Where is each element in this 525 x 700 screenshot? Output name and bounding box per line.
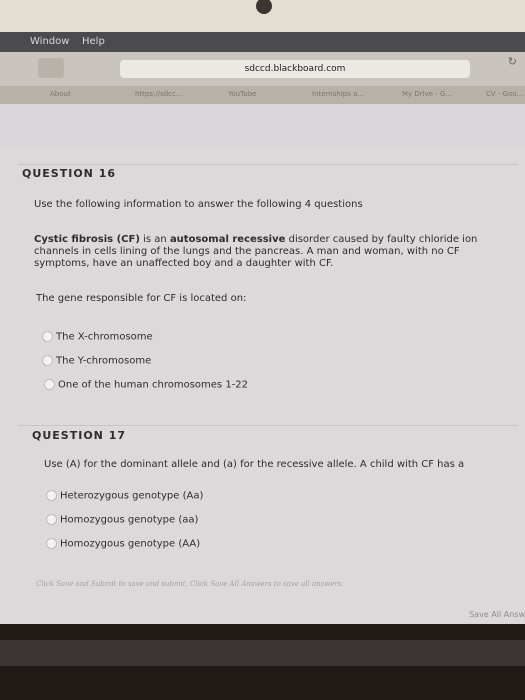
submit-instructions: Click Save and Submit to save and submit. Click Save All Answers to save all answers. (36, 580, 344, 588)
browser-toolbar (0, 52, 525, 86)
option-homozygous-aa[interactable] (46, 514, 198, 526)
bookmark-about[interactable]: About (50, 90, 71, 98)
option-chromosomes-1-22[interactable] (44, 379, 248, 391)
passage-term-cf: Cystic fibrosis (CF) (34, 234, 140, 245)
option-x-chromosome[interactable] (42, 331, 153, 343)
question-16-header: QUESTION 16 (22, 167, 117, 180)
radio-button[interactable] (46, 538, 57, 549)
option-label: Homozygous genotype (aa) (60, 514, 199, 526)
menu-help[interactable]: Help (82, 36, 105, 47)
page-top-strip (0, 104, 525, 146)
radio-button[interactable] (46, 514, 57, 525)
address-bar[interactable]: sdccd.blackboard.com (120, 60, 470, 78)
bookmarks-bar (0, 86, 525, 104)
sidebar-toggle-button[interactable] (38, 58, 64, 78)
option-label: Heterozygous genotype (Aa) (60, 490, 204, 502)
question-17-header: QUESTION 17 (32, 429, 127, 442)
option-label: The Y-chromosome (56, 355, 152, 367)
question-17-text: Use (A) for the dominant allele and (a) for the recessive allele. A child with CF has a (44, 459, 465, 470)
camera (256, 0, 272, 14)
option-y-chromosome[interactable] (42, 355, 151, 367)
option-heterozygous-aa[interactable] (46, 490, 203, 502)
bookmark-cv[interactable]: CV - Goo... (486, 90, 524, 98)
passage-text: disorder caused by faulty chloride ion (285, 234, 478, 245)
bookmark-youtube[interactable]: YouTube (228, 90, 257, 98)
instruction-text: Use the following information to answer the following 4 questions (34, 199, 363, 210)
option-homozygous-AA[interactable] (46, 538, 200, 550)
bookmark-sdcc[interactable]: https://sdcc... (135, 90, 183, 98)
passage-term-autosomal: autosomal recessive (169, 234, 286, 245)
menu-window[interactable]: Window (30, 36, 70, 47)
radio-button[interactable] (42, 331, 53, 342)
passage-text: is an (139, 234, 170, 245)
menubar (0, 32, 525, 52)
divider (18, 164, 518, 165)
option-label: One of the human chromosomes 1-22 (58, 379, 249, 391)
dock (0, 640, 525, 666)
save-all-answers-button[interactable]: Save All Answ (469, 610, 525, 619)
laptop-bezel (0, 0, 525, 32)
passage-line: symptoms, have an unaffected boy and a daughter with CF. (34, 258, 334, 269)
bookmark-mydrive[interactable]: My Drive - G... (402, 90, 453, 98)
radio-button[interactable] (46, 490, 57, 501)
question-16-text: The gene responsible for CF is located on: (36, 293, 247, 304)
reload-icon[interactable]: ↻ (507, 55, 517, 68)
passage (34, 234, 524, 270)
option-label: The X-chromosome (56, 331, 153, 343)
radio-button[interactable] (42, 355, 53, 366)
divider (18, 425, 518, 426)
passage-line: channels in cells lining of the lungs and the pancreas. A man and woman, with no CF (34, 246, 460, 257)
bookmark-internships[interactable]: Internships a... (312, 90, 365, 98)
radio-button[interactable] (44, 379, 55, 390)
option-label: Homozygous genotype (AA) (60, 538, 201, 550)
